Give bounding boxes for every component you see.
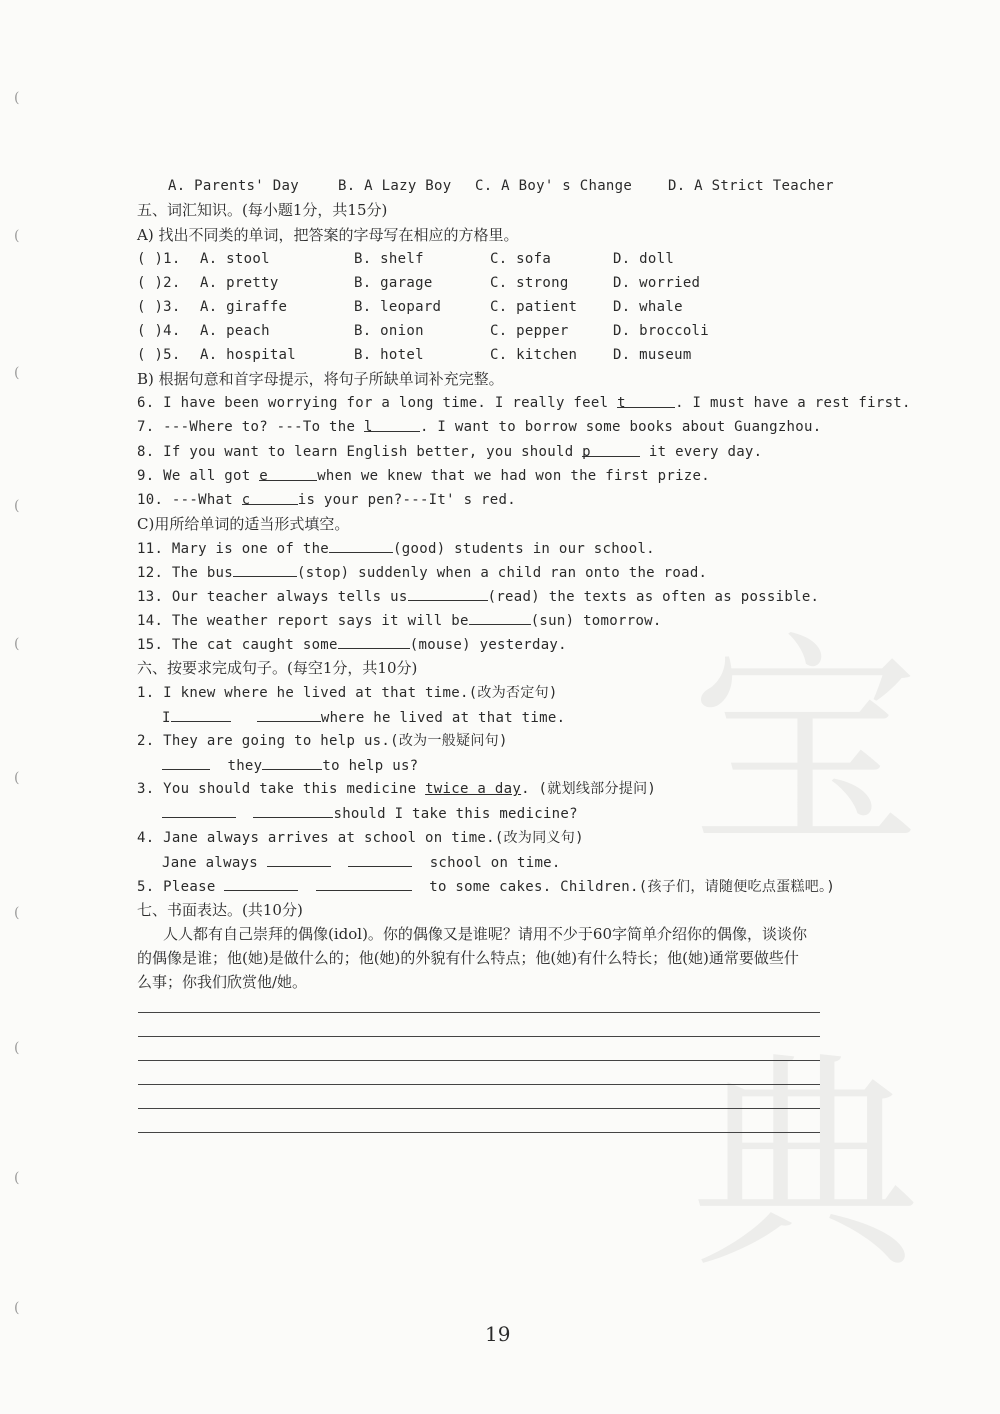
- choice-b: B. hotel: [354, 347, 424, 363]
- section6-q3: [137, 779, 656, 799]
- section6-q3-answer: [162, 803, 578, 824]
- writing-line[interactable]: [138, 1108, 820, 1109]
- question-text: (mouse) yesterday.: [409, 637, 567, 653]
- section7-prompt-line3: 么事；你我们欣赏他/她。: [137, 973, 308, 991]
- question-text: (good) students in our school.: [393, 541, 655, 557]
- answer-blank[interactable]: [259, 466, 317, 484]
- section6-q2-answer: [162, 755, 418, 776]
- answer-blank[interactable]: [408, 586, 488, 601]
- question-14: [137, 610, 662, 631]
- section6-q1-answer: [162, 707, 565, 728]
- answer-blank[interactable]: [267, 852, 331, 867]
- question-text: Jane always: [162, 855, 259, 871]
- question-text: to some cakes. Children.(孩子们，请随便吃点蛋糕吧。): [429, 879, 836, 895]
- hint-letter: e: [259, 468, 268, 484]
- question-text: . (就划线部分提问): [521, 781, 657, 797]
- writing-line[interactable]: [138, 1132, 820, 1133]
- option-a: A. Parents' Day: [168, 178, 299, 194]
- question-6: [137, 393, 911, 413]
- question-text: to help us?: [322, 758, 419, 774]
- question-text: 12. The bus: [137, 565, 234, 581]
- option-c: C. A Boy' s Change: [475, 178, 633, 194]
- question-text: where he lived at that time.: [320, 710, 566, 726]
- question-text: it every day.: [640, 444, 763, 460]
- choice-a: A. peach: [200, 323, 270, 339]
- choice-c: C. sofa: [490, 251, 552, 267]
- choice-d: D. broccoli: [613, 323, 710, 339]
- choice-c: C. kitchen: [490, 347, 578, 363]
- choice-c: C. patient: [490, 299, 578, 315]
- section6-q2: 2. They are going to help us.(改为一般疑问句): [137, 733, 508, 749]
- question-number: ( )5.: [137, 347, 181, 363]
- answer-blank[interactable]: [338, 634, 410, 649]
- answer-blank[interactable]: [171, 707, 231, 722]
- watermark-top: 宝: [690, 613, 921, 880]
- question-text: should I take this medicine?: [333, 806, 578, 822]
- choice-d: D. worried: [613, 275, 701, 291]
- watermark-bottom: 典: [690, 1033, 921, 1300]
- choice-b: B. onion: [354, 323, 424, 339]
- section5-title: 五、词汇知识。(每小题1分，共15分): [137, 201, 388, 219]
- answer-blank[interactable]: [257, 707, 321, 722]
- question-text: 11. Mary is one of the: [137, 541, 330, 557]
- question-7: [137, 417, 821, 437]
- question-text: 8. If you want to learn English better, you should: [137, 444, 583, 460]
- question-text: 13. Our teacher always tells us: [137, 589, 408, 605]
- question-number: ( )2.: [137, 275, 181, 291]
- hint-letter: c: [241, 492, 251, 508]
- choice-b: B. shelf: [354, 251, 424, 267]
- question-number: ( )1.: [137, 251, 181, 267]
- question-text: (stop) suddenly when a child ran onto the road.: [297, 565, 708, 581]
- choice-d: D. doll: [613, 251, 675, 267]
- section5-part-a-title: A) 找出不同类的单词，把答案的字母写在相应的方格里。: [137, 226, 519, 244]
- section7-prompt-line2: 的偶像是谁；他(她)是做什么的；他(她)的外貌有什么特点；他(她)有什么特长；他(她)通常要做些什: [137, 949, 799, 967]
- question-text: . I must have a rest first.: [675, 395, 911, 411]
- answer-blank[interactable]: [329, 538, 393, 553]
- option-b: B. A Lazy Boy: [338, 178, 452, 194]
- margin-mark: (: [14, 228, 20, 244]
- section6-q5: [137, 876, 835, 897]
- choice-d: D. whale: [613, 299, 683, 315]
- writing-line[interactable]: [138, 1012, 820, 1013]
- choice-b: B. leopard: [354, 299, 442, 315]
- margin-mark: (: [14, 905, 20, 921]
- answer-blank[interactable]: [241, 490, 298, 508]
- margin-mark: (: [14, 1300, 20, 1316]
- choice-d: D. museum: [613, 347, 692, 363]
- question-text: 5. Please: [137, 879, 216, 895]
- question-8: [137, 442, 762, 462]
- question-text: when we knew that we had won the first prize.: [317, 468, 710, 484]
- writing-line[interactable]: [138, 1036, 820, 1037]
- choice-a: A. giraffe: [200, 299, 288, 315]
- section6-q4: 4. Jane always arrives at school on time.(改为同义句): [137, 830, 584, 846]
- margin-mark: (: [14, 1170, 20, 1186]
- margin-mark: (: [14, 770, 20, 786]
- question-text: 7. ---Where to? ---To the: [137, 419, 364, 435]
- section5-part-b-title: B) 根据句意和首字母提示，将句子所缺单词补充完整。: [137, 370, 504, 388]
- choice-a: A. pretty: [200, 275, 279, 291]
- choice-c: C. strong: [490, 275, 569, 291]
- question-text: 10. ---What: [137, 492, 242, 508]
- hint-letter: p: [582, 444, 591, 460]
- answer-blank[interactable]: [262, 755, 322, 770]
- underlined-phrase: twice a day: [425, 781, 522, 797]
- question-number: ( )4.: [137, 323, 181, 339]
- choice-a: A. stool: [200, 251, 270, 267]
- question-12: [137, 562, 707, 583]
- answer-blank[interactable]: [233, 562, 297, 577]
- answer-blank[interactable]: [316, 876, 412, 891]
- hint-letter: l: [363, 419, 373, 435]
- choice-a: A. hospital: [200, 347, 297, 363]
- answer-blank[interactable]: [363, 417, 420, 435]
- section6-q1: 1. I knew where he lived at that time.(改为否定句): [137, 685, 558, 701]
- question-text: 14. The weather report says it will be: [137, 613, 469, 629]
- answer-blank[interactable]: [162, 803, 236, 818]
- answer-blank[interactable]: [469, 610, 531, 625]
- page-number: 19: [485, 1322, 511, 1346]
- answer-blank[interactable]: [582, 442, 640, 460]
- section7-title: 七、书面表达。(共10分): [137, 901, 303, 919]
- question-15: [137, 634, 567, 655]
- answer-blank[interactable]: [348, 852, 412, 867]
- question-text: is your pen?---It' s red.: [297, 492, 516, 508]
- question-9: [137, 466, 710, 486]
- question-text: . I want to borrow some books about Guangzhou.: [419, 419, 822, 435]
- hint-letter: t: [617, 395, 626, 411]
- section7-prompt-line1: 人人都有自己崇拜的偶像(idol)。你的偶像又是谁呢？请用不少于60字简单介绍你的偶像，谈谈你: [163, 925, 808, 943]
- question-text: (read) the texts as often as possible.: [487, 589, 820, 605]
- answer-blank[interactable]: [224, 876, 298, 891]
- margin-mark: (: [14, 90, 20, 106]
- question-text: I: [162, 710, 171, 726]
- question-11: [137, 538, 655, 559]
- choice-b: B. garage: [354, 275, 433, 291]
- question-text: 6. I have been worrying for a long time. I really feel: [137, 395, 618, 411]
- question-text: school on time.: [429, 855, 561, 871]
- section5-part-c-title: C)用所给单词的适当形式填空。: [137, 515, 350, 533]
- question-text: (sun) tomorrow.: [530, 613, 662, 629]
- margin-mark: (: [14, 498, 20, 514]
- section6-title: 六、按要求完成句子。(每空1分，共10分): [137, 659, 418, 677]
- margin-mark: (: [14, 636, 20, 652]
- writing-line[interactable]: [138, 1084, 820, 1085]
- margin-mark: (: [14, 365, 20, 381]
- question-text: 15. The cat caught some: [137, 637, 338, 653]
- option-d: D. A Strict Teacher: [668, 178, 834, 194]
- section6-q4-answer: [162, 852, 561, 873]
- answer-blank[interactable]: [162, 755, 210, 770]
- question-10: [137, 490, 516, 510]
- question-text: they: [227, 758, 263, 774]
- answer-blank[interactable]: [617, 393, 675, 411]
- question-text: 3. You should take this medicine: [137, 781, 426, 797]
- question-number: ( )3.: [137, 299, 181, 315]
- question-13: [137, 586, 819, 607]
- answer-blank[interactable]: [253, 803, 333, 818]
- question-text: 9. We all got: [137, 468, 260, 484]
- choice-c: C. pepper: [490, 323, 569, 339]
- writing-line[interactable]: [138, 1060, 820, 1061]
- margin-mark: (: [14, 1040, 20, 1056]
